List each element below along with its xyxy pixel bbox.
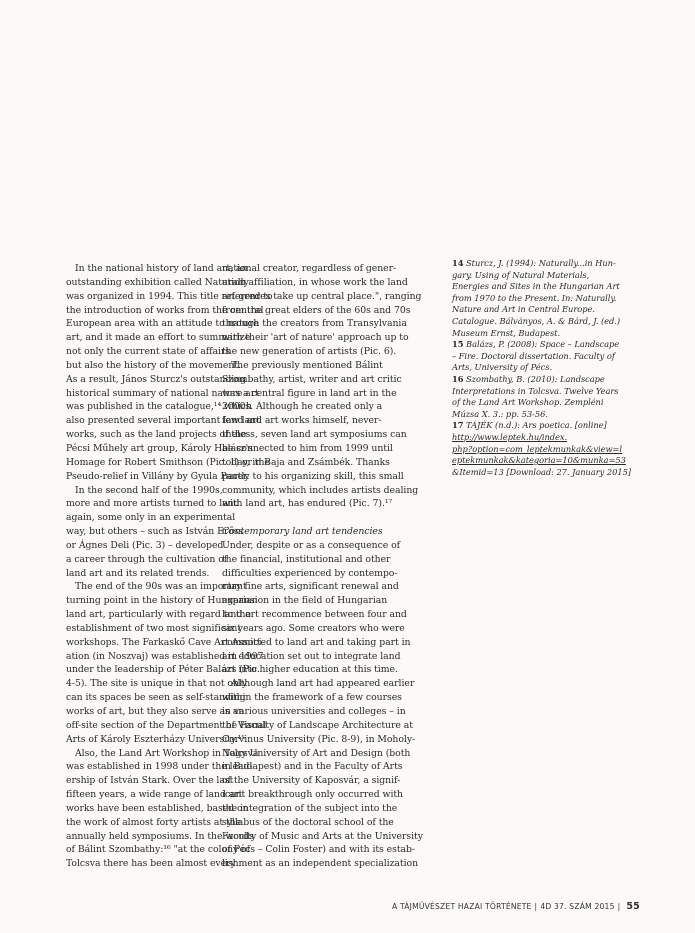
text-line: art genres take up central place.", ranging — [222, 290, 422, 302]
text-line: Szombathy, artist, writer and art critic — [222, 373, 402, 385]
paragraph-1 — [66, 262, 273, 484]
text-line: under the leadership of Péter Balázs (Pic. — [66, 664, 260, 676]
text-line: historical summary of national nature art — [66, 387, 259, 399]
footnotes-column — [452, 258, 632, 478]
text-line: ership of István Stark. Over the last — [66, 775, 234, 787]
footnote-link[interactable]: eptekmunkak&kategoria=10&munka=53 — [452, 455, 626, 466]
text-line: was established in 1998 under the lead- — [66, 761, 253, 773]
text-line: but also the history of the movement. — [66, 359, 241, 371]
paragraph-8 — [222, 677, 424, 871]
text-line: a career through the cultivation of — [66, 553, 228, 565]
footnote-text: Múzsa X. 3.: pp. 53-56. — [452, 408, 548, 419]
text-line: few land art works himself, never- — [222, 415, 382, 427]
text-line: In the national history of land art, an — [75, 263, 248, 274]
paragraph-5 — [222, 262, 424, 359]
footnote-number: 16 — [452, 373, 464, 384]
page-number: 55 — [626, 901, 640, 912]
footnote-text: Arts, University of Pécs. — [452, 362, 553, 373]
issue-info: 4D 37. SZÁM 2015 — [540, 902, 615, 911]
footnote-14 — [452, 258, 632, 339]
text-line: the Faculty of Landscape Architecture at — [222, 719, 413, 731]
text-line: ation affiliation, in whose work the land — [222, 276, 408, 288]
footnote-text: Balázs, P. (2008): Space – Landscape — [466, 339, 620, 350]
text-line: or Ágnes Deli (Pic. 3) – developed — [66, 539, 224, 551]
text-line: committed to land art and taking part in — [222, 636, 411, 648]
footnote-link[interactable]: http://www.leptek.hu/index. — [452, 431, 568, 442]
footnote-15 — [452, 339, 632, 374]
text-line: of Pécs – Colin Foster) and with its estab- — [222, 844, 416, 856]
text-line: more and more artists turned to land — [66, 498, 240, 510]
footnote-link[interactable]: php?option=com_leptekmunkak&view=l — [452, 443, 623, 454]
text-line: 4-5). The site is unique in that not only — [66, 678, 248, 690]
footnote-text: TÁJÉK (n.d.): Ars poetica. [online] — [466, 420, 607, 431]
text-line: also presented several important land art — [66, 415, 260, 427]
text-line: was published in the catalogue,¹⁴ which — [66, 401, 252, 413]
text-line: In the second half of the 1990s, — [75, 484, 223, 496]
text-line: community, which includes artists dealing — [222, 484, 419, 496]
text-line: was organized in 1994. This title referred to — [66, 290, 273, 302]
text-line: Arts of Károly Eszterházy University.¹⁵ — [66, 733, 246, 745]
text-line: icant breakthrough only occurred with — [222, 789, 403, 801]
running-title: A TÁJMŰVÉSZET HAZAI TÖRTÉNETE — [392, 902, 532, 911]
footnote-text: Nature and Art in Central Europe. — [452, 304, 595, 315]
footnote-text: – Fire. Doctoral dissertation. Faculty of — [452, 350, 615, 361]
text-line: be connected to him from 1999 until — [222, 442, 393, 454]
footnote-text: Szombathy, B. (2010): Landscape — [466, 373, 605, 384]
subheading: Contemporary land art tendencies — [222, 526, 383, 538]
footnote-number: 14 — [452, 258, 464, 268]
text-line: works have been established, based on — [66, 802, 249, 814]
text-line: of Bálint Szombathy:¹⁶ "at the colony of — [66, 844, 250, 856]
text-line: expansion in the field of Hungarian — [222, 595, 388, 607]
text-line: difficulties experienced by contempo- — [222, 567, 398, 579]
page-footer: A TÁJMŰVÉSZET HAZAI TÖRTÉNETE | 4D 37. SZÁM 2015 | 55 — [392, 901, 640, 912]
text-line — [222, 511, 424, 525]
text-line: from the great elders of the 60s and 70s — [222, 304, 411, 316]
text-line: Corvinus University (Pic. 8-9), in Moholy- — [222, 733, 416, 745]
text-line: six years ago. Some creators who were — [222, 622, 405, 634]
paragraph-6 — [222, 359, 424, 511]
footnote-number: 17 — [452, 420, 464, 431]
footnote-text: Museum Ernst, Budapest. — [452, 327, 561, 338]
text-line: Tolcsva there has been almost every — [66, 858, 236, 870]
text-line: land art, particularly with regard to the — [66, 609, 251, 621]
text-line: The previously mentioned Bálint — [231, 359, 383, 371]
footnote-17 — [452, 420, 632, 478]
text-line: annually held symposiums. In the words — [66, 830, 254, 842]
text-column-2 — [222, 262, 424, 871]
text-line: partly to his organizing skill, this small — [222, 470, 404, 482]
footnote-text: of the Land Art Workshop. Zempléni — [452, 397, 604, 408]
text-line: European area with an attitude to nature — [66, 318, 259, 330]
text-line: way, but others – such as István Erőss — [66, 526, 244, 538]
section-heading — [222, 525, 424, 539]
footnote-16 — [452, 374, 632, 420]
text-line: theless, seven land art symposiums can — [222, 429, 407, 441]
text-line: art, and it made an effort to summarize — [66, 332, 251, 344]
text-line: off-site section of the Department of Visual — [66, 719, 267, 731]
footnote-text: gary. Using of Natural Materials, — [452, 269, 590, 280]
text-line: Pécsi Műhely art group, Károly Halász's — [66, 442, 253, 454]
text-line: within the framework of a few courses — [222, 692, 402, 704]
text-line: As a result, János Sturcz's outstanding — [66, 373, 247, 385]
text-line: the integration of the subject into the — [222, 802, 398, 814]
text-line: fifteen years, a wide range of land art — [66, 789, 243, 801]
paragraph-4 — [66, 747, 259, 872]
footnote-text: Energies and Sites in the Hungarian Art — [452, 281, 620, 292]
text-line: the work of almost forty artists at the — [66, 816, 242, 828]
text-line: The end of the 90s was an important — [75, 581, 247, 593]
text-line: outstanding exhibition called Naturally — [66, 276, 249, 288]
text-line: the financial, institutional and other — [222, 553, 391, 565]
text-line: the new generation of artists (Pic. 6). — [222, 346, 397, 358]
text-line: of the University of Kaposvár, a signif- — [222, 775, 401, 787]
paragraph-3 — [66, 580, 267, 746]
text-line: Faculty of Music and Arts at the University — [222, 830, 423, 842]
paragraph-7 — [222, 539, 424, 677]
footnote-text: &Itemid=13 [Download: 27. January 2015] — [452, 466, 631, 477]
paragraph-2 — [66, 484, 244, 581]
footnote-number: 15 — [452, 339, 464, 350]
footnote-text: Interpretations in Tolcsva. Twelve Years — [452, 385, 619, 396]
text-line: art education set out to integrate land — [222, 650, 401, 662]
text-line: Under, despite or as a consequence of — [222, 539, 401, 551]
text-line: land art recommence between four and — [222, 609, 407, 621]
text-line: in various universities and colleges – in — [222, 706, 406, 717]
text-column-1 — [66, 262, 273, 871]
footnote-text: Catalogue. Bálványos, A. & Bárd, J. (ed.) — [452, 315, 621, 326]
text-line: workshops. The Farkaskő Cave Art Associ- — [66, 636, 265, 648]
text-line: again, some only in an experimental — [66, 512, 236, 524]
text-line: national creator, regardless of gener- — [222, 263, 397, 274]
text-line: ation (in Noszvaj) was established in 1997 — [66, 650, 264, 662]
text-line: Nagy University of Art and Design (both — [222, 747, 411, 759]
spacer — [222, 511, 424, 525]
footnote-text: from 1970 to the Present. In: Naturally. — [452, 292, 617, 303]
text-line: the introduction of works from the central — [66, 304, 264, 316]
text-line: land art and its related trends. — [66, 567, 210, 579]
text-line: turning point in the history of Hungarian — [66, 595, 258, 607]
text-line: today, in Baja and Zsámbék. Thanks — [222, 456, 390, 468]
text-line: art into higher education at this time. — [222, 664, 398, 676]
text-line: through the creators from Transylvania — [222, 318, 407, 330]
text-line: rary fine arts, significant renewal and — [222, 581, 399, 593]
text-line: works, such as the land projects of the — [66, 429, 247, 441]
text-line: Pseudo-relief in Villány by Gyula Pauer. — [66, 470, 250, 482]
text-line: was a central figure in land art in the — [222, 387, 397, 399]
text-line: 2000s. Although he created only a — [222, 401, 383, 413]
text-line: lishment as an independent specialization — [222, 858, 419, 870]
text-line: Although land art had appeared earlier — [231, 678, 415, 690]
text-line: with land art, has endured (Pic. 7).¹⁷ — [222, 498, 393, 510]
text-line: establishment of two most significant — [66, 622, 242, 634]
text-line: not only the current state of affairs — [66, 346, 231, 358]
text-line: with their 'art of nature' approach up to — [222, 332, 409, 344]
footnote-text: Sturcz, J. (1994): Naturally...in Hun- — [466, 258, 616, 268]
text-line: can its spaces be seen as self-standing — [66, 692, 246, 704]
text-line: Also, the Land Art Workshop in Tolcsva — [75, 747, 259, 759]
text-line: syllabus of the doctoral school of the — [222, 816, 394, 828]
text-line: works of art, but they also serve as an — [66, 706, 245, 717]
text-line: in Budapest) and in the Faculty of Arts — [222, 761, 403, 773]
text-line: Homage for Robert Smithson (Pic. 1) or the — [66, 456, 270, 468]
